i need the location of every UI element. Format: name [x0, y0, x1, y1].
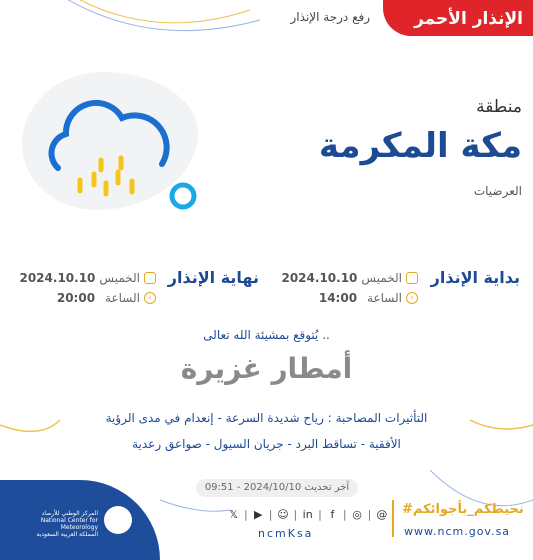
effects-line-1: التأثيرات المصاحبة : رياح شديدة السرعة - إنعدام في مدى الرؤية [105, 411, 428, 425]
alert-level-badge [383, 0, 533, 36]
org-name-en: National Center for Meteorology [40, 517, 98, 531]
region-label: منطقة [476, 97, 522, 117]
threads-icon[interactable]: @ [376, 508, 388, 521]
start-time-label: الساعة [367, 291, 402, 305]
raise-alert-label: رفع درجة الإنذار [290, 10, 370, 24]
linkedin-icon[interactable]: in [302, 508, 313, 521]
alert-start-time-row [319, 291, 418, 305]
cloud-rain-icon [38, 88, 198, 218]
end-date: 2024.10.10 [19, 271, 96, 285]
calendar-icon [406, 272, 418, 284]
start-day: الخميس [361, 271, 402, 285]
end-time: 20:00 [56, 291, 96, 305]
region-sub-area: العرضيات [473, 184, 522, 198]
org-country: المملكة العربية السعودية [36, 531, 98, 538]
alert-start-date-row [281, 271, 418, 285]
forecast-phenomenon: أمطار غزيرة [180, 352, 353, 385]
alert-end-title: نهاية الإنذار [167, 268, 259, 287]
forecast-intro: يُتوقع بمشيئة الله تعالى .. [203, 328, 330, 342]
org-name-ar: المركز الوطني للأرصاد [41, 510, 98, 517]
footer-divider [392, 500, 394, 537]
last-update-badge: آخر تحديث 2024/10/10 - 09:51 [196, 479, 358, 497]
hashtag: #نحيطكم_بأجوائكم [402, 502, 524, 517]
calendar-icon [144, 272, 156, 284]
region-name: مكة المكرمة [318, 126, 522, 166]
clock-icon: ‹ [144, 292, 156, 304]
end-time-label: الساعة [105, 291, 140, 305]
start-time: 14:00 [318, 291, 358, 305]
snapchat-icon[interactable]: ☺ [277, 508, 289, 521]
alert-level-text: الإنذار الأحمر [414, 9, 523, 29]
instagram-icon[interactable]: ◎ [352, 508, 362, 521]
alert-end-date-row [19, 271, 156, 285]
ncm-logo-text [32, 510, 98, 538]
social-handle: ncmKsa [258, 527, 314, 540]
forecast-effects [0, 405, 533, 457]
alert-end-time-row [57, 291, 156, 305]
x-icon[interactable]: 𝕏 [229, 508, 238, 521]
alert-start-title: بداية الإنذار [430, 268, 520, 287]
website-link[interactable]: www.ncm.gov.sa [404, 525, 511, 538]
ncm-emblem-icon [104, 506, 132, 534]
start-date: 2024.10.10 [281, 271, 358, 285]
clock-icon: ‹ [406, 292, 418, 304]
facebook-icon[interactable]: f [330, 508, 335, 521]
effects-line-2: الأفقية - تساقط البرد - جريان السيول - صواعق رعدية [132, 437, 401, 451]
social-icons: 𝕏 | ▶ | ☺ | in | f | ◎ | @ [227, 508, 388, 521]
youtube-icon[interactable]: ▶ [253, 508, 263, 521]
end-day: الخميس [99, 271, 140, 285]
